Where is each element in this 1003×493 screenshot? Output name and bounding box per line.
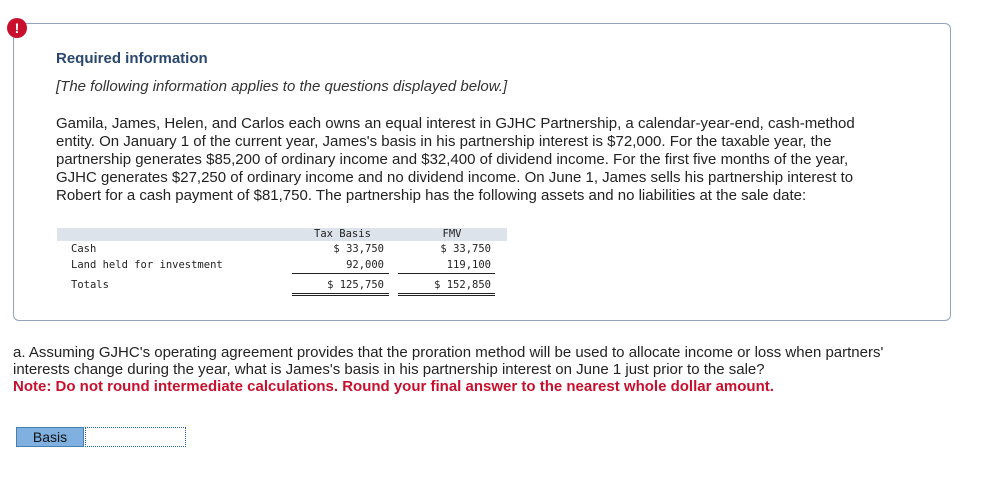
question-line: a. Assuming GJHC's operating agreement provides that the proration method will be used to allocate income or loss when partners' [13,344,884,361]
header-tax-basis: Tax Basis [314,228,371,240]
required-information-title: Required information [56,50,208,67]
row-name-land: Land held for investment [71,259,223,271]
scenario-paragraph [56,115,936,205]
paragraph-line: GJHC generates $27,250 of ordinary income and no dividend income. On June 1, James sells his partnership interest to [56,169,854,186]
fmv-double-rule-2 [398,295,495,296]
required-information-subtitle: [The following information applies to the questions displayed below.] [56,78,508,95]
question-line: interests change during the year, what is James's basis in his partnership interest on June 1 just prior to the sale? [13,361,765,378]
tax-basis-double-rule-2 [292,295,389,296]
row-name-totals: Totals [71,279,109,291]
fmv-total-rule [398,273,495,274]
tax-basis-total-rule [292,273,389,274]
cell-land-tax-basis: 92,000 [346,259,384,271]
basis-label: Basis [16,427,84,447]
cell-cash-fmv: $ 33,750 [440,243,491,255]
cell-cash-tax-basis: $ 33,750 [333,243,384,255]
fmv-double-rule [398,293,495,294]
question-text [13,344,993,395]
alert-icon: ! [7,18,27,38]
paragraph-line: entity. On January 1 of the current year, James's basis in his partnership interest is $72,000. For the taxable year, the [56,133,832,150]
cell-land-fmv: 119,100 [446,259,491,271]
header-fmv: FMV [442,228,462,240]
cell-totals-fmv: $ 152,850 [434,279,491,291]
question-note: Note: Do not round intermediate calculations. Round your final answer to the nearest whole dollar amount. [13,378,774,395]
paragraph-line: partnership generates $85,200 of ordinary income and $32,400 of dividend income. For the first five months of the year, [56,151,849,168]
basis-answer-input[interactable] [85,427,186,447]
paragraph-line: Gamila, James, Helen, and Carlos each owns an equal interest in GJHC Partnership, a calendar-year-end, cash-method [56,115,855,132]
row-name-cash: Cash [71,243,97,255]
required-information-panel [13,23,951,321]
paragraph-line: Robert for a cash payment of $81,750. The partnership has the following assets and no liabilities at the sale date: [56,187,807,204]
tax-basis-double-rule [292,293,389,294]
cell-totals-tax-basis: $ 125,750 [327,279,384,291]
